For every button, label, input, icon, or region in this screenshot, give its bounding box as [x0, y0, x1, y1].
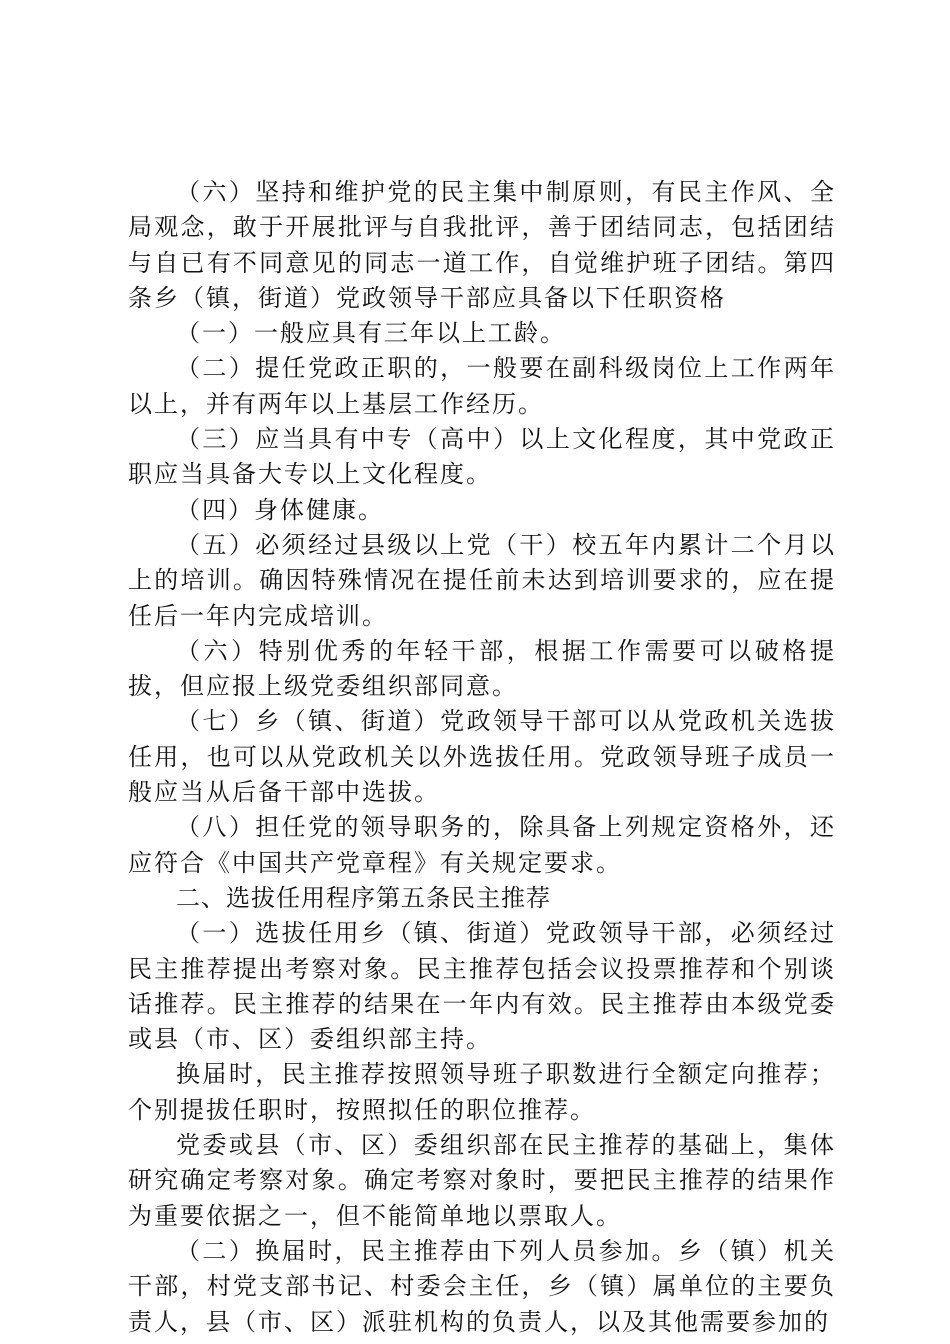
paragraph-health: （四）身体健康。 — [176, 495, 384, 524]
paragraph-selection-sources: （七）乡（镇、街道）党政领导干部可以从党政机关选拔任用，也可以从党政机关以外选拔任用。党政领导班子成员一般应当从后备干部中选拔。 — [128, 707, 836, 807]
paragraph-party-constitution: （八）担任党的领导职务的，除具备上列规定资格外，还应符合《中国共产党章程》有关规定要求。 — [128, 813, 836, 877]
paragraph-qualification-6-democratic-centralism: （六）坚持和维护党的民主集中制原则，有民主作风、全局观念，敢于开展批评与自我批评，善于团结同志，包括团结与自已有不同意见的同志一道工作，自觉维护班子团结。第四条乡（镇，街道）党政领导干部应具备以下任职资格 — [128, 178, 836, 312]
document-body — [128, 175, 836, 1340]
paragraph-participants: （二）换届时，民主推荐由下列人员参加。乡（镇）机关干部，村党支部书记、村委会主任，乡（镇）属单位的主要负责人，县（市、区）派驻机构的负责人，以及其他需要参加的 — [128, 1236, 836, 1336]
paragraph-training: （五）必须经过县级以上党（干）校五年内累计二个月以上的培训。确因特殊情况在提任前未达到培训要求的，应在提任后一年内完成培训。 — [128, 530, 836, 630]
section-heading-selection-procedure: 二、选拔任用程序第五条民主推荐 — [176, 883, 551, 912]
paragraph-election-recommendation: 换届时，民主推荐按照领导班子职数进行全额定向推荐；个别提拔任职时，按照拟任的职位推荐。 — [128, 1060, 836, 1124]
paragraph-exceptional-promotion: （六）特别优秀的年轻干部，根据工作需要可以破格提拔，但应报上级党委组织部同意。 — [128, 636, 836, 701]
paragraph-determine-candidates: 党委或县（市、区）委组织部在民主推荐的基础上，集体研究确定考察对象。确定考察对象时，要把民主推荐的结果作为重要依据之一，但不能简单地以票取人。 — [128, 1131, 836, 1230]
paragraph-education: （三）应当具有中专（高中）以上文化程度，其中党政正职应当具备大专以上文化程度。 — [128, 425, 836, 489]
paragraph-work-years: （一）一般应具有三年以上工龄。 — [176, 319, 566, 348]
paragraph-promotion-experience: （二）提任党政正职的，一般要在副科级岗位上工作两年以上，并有两年以上基层工作经历。 — [128, 354, 836, 418]
paragraph-democratic-recommendation: （一）选拔任用乡（镇、街道）党政领导干部，必须经过民主推荐提出考察对象。民主推荐包括会议投票推荐和个别谈话推荐。民主推荐的结果在一年内有效。民主推荐由本级党委或县（市、区）委组织部主持。 — [128, 919, 836, 1054]
